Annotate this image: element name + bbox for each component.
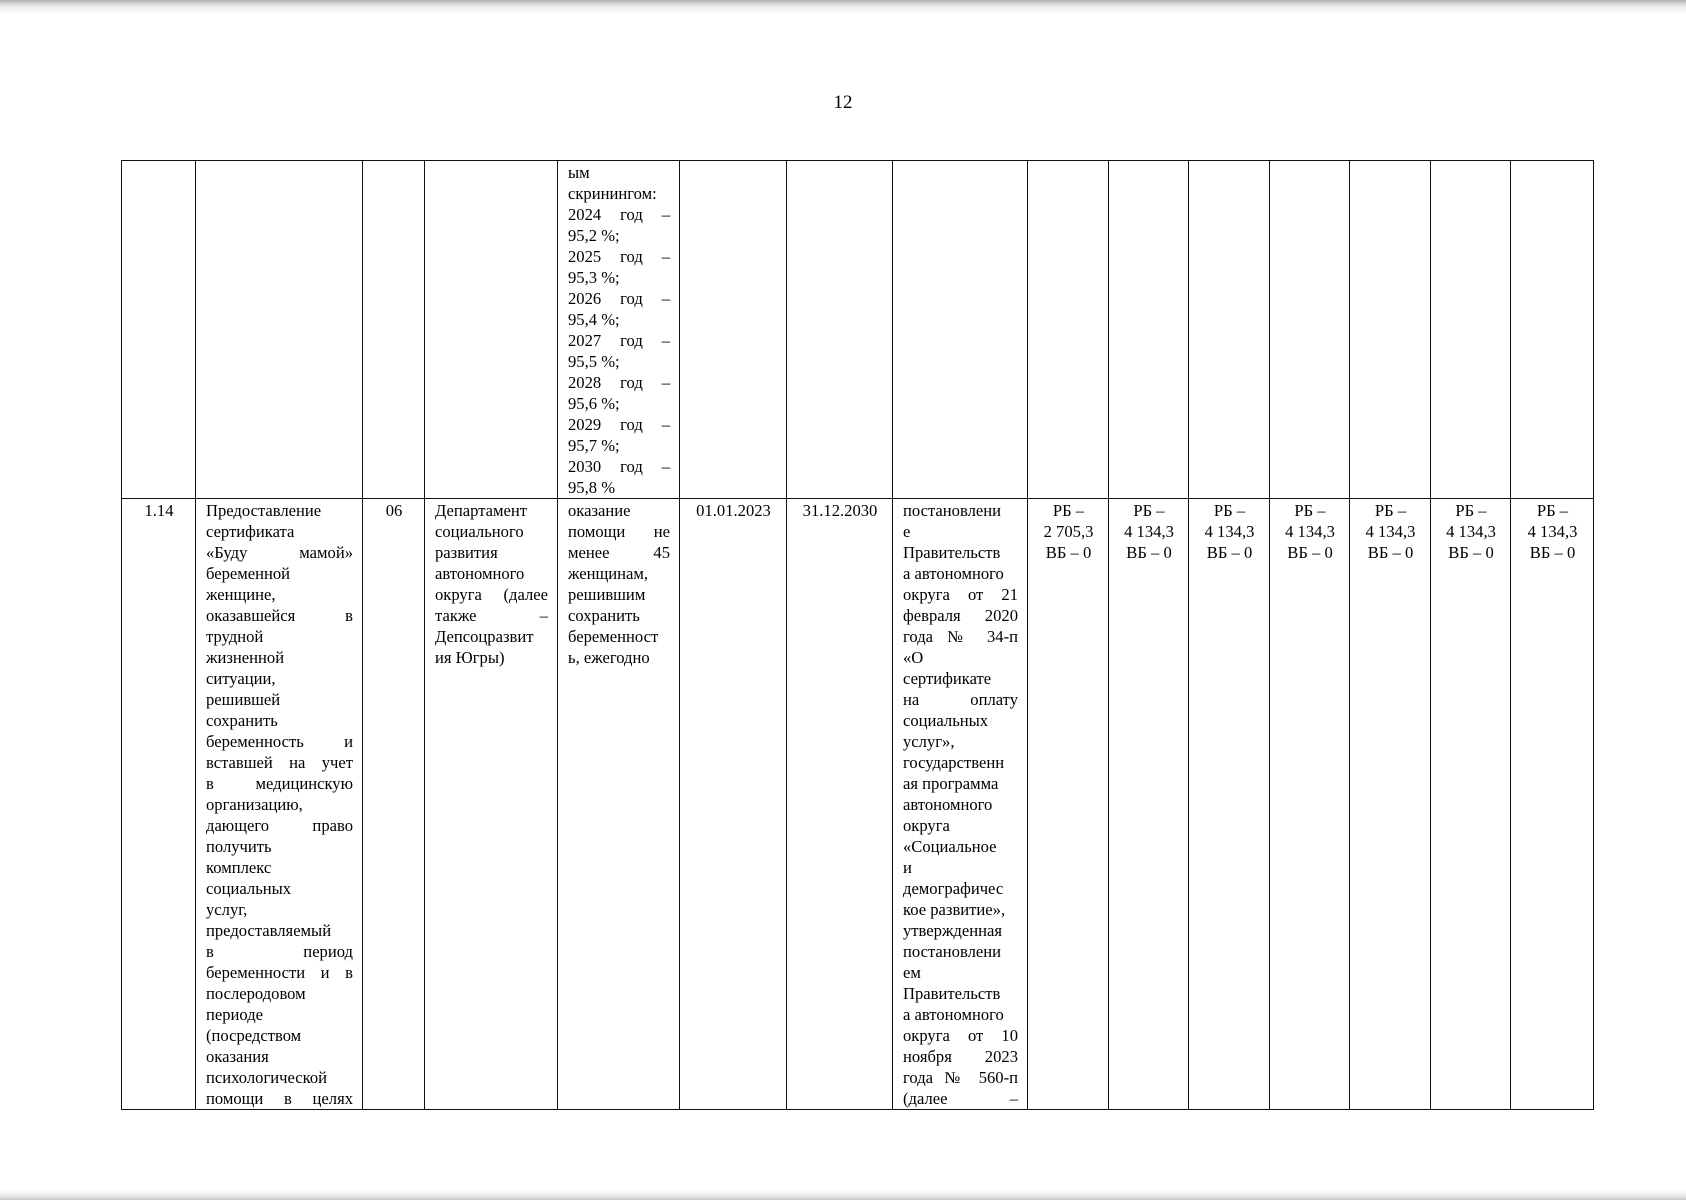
basis-text: постановлени е Правительств а автономного округа от 21 февраля 2020 года № 34-п «О сертификате на оплату социальных услуг», государственн ая программа автономного округа «Социальное и демографичес кое развитие», утвержденная постановлени ем Правительств а автономного округа от 10 ноября 2023 года № 560-п (далее – <box>903 501 1018 1108</box>
cell-funding-year-1 <box>1028 499 1109 1110</box>
cell-empty <box>122 161 196 499</box>
cell-executor <box>425 499 558 1110</box>
funding-rb-label: РБ – <box>1052 501 1085 520</box>
page-number: 12 <box>833 92 853 113</box>
funding-rb-value: 4 134,3 <box>1285 522 1335 541</box>
scan-edge-bottom <box>0 1190 1686 1200</box>
cell-empty <box>1109 161 1189 499</box>
cell-basis <box>893 499 1028 1110</box>
scan-edge-top <box>0 0 1686 14</box>
funding-rb-value: 2 705,3 <box>1043 522 1094 541</box>
funding-vb: ВБ – 0 <box>1206 543 1253 562</box>
executor-text: Департамент социального развития автономного округа (далее также – Депсоцразвит ия Югры) <box>435 501 548 667</box>
cell-funding-year-7 <box>1511 499 1594 1110</box>
cell-number: 1.14 <box>122 499 196 1110</box>
cell-empty <box>1350 161 1431 499</box>
cell-empty <box>1431 161 1511 499</box>
cell-empty <box>1511 161 1594 499</box>
cell-funding-year-2 <box>1109 499 1189 1110</box>
funding-rb-value: 4 134,3 <box>1446 522 1496 541</box>
result-text: оказание помощи не менее 45 женщинам, решившим сохранить беременност ь, ежегодно <box>568 501 670 667</box>
funding-rb-value: 4 134,3 <box>1124 522 1174 541</box>
funding-vb: ВБ – 0 <box>1287 543 1333 562</box>
funding-rb-label: РБ – <box>1133 501 1165 520</box>
funding-rb-label: РБ – <box>1455 501 1487 520</box>
cell-funding-year-4 <box>1270 499 1350 1110</box>
measure-text: Предоставление сертификата «Буду мамой» беременной женщине, оказавшейся в трудной жизненной ситуации, решившей сохранить беременность и вставшей на учет в медицинскую организацию, дающего право получить комплекс социальных услуг, предоставляемый в период беременности и в послеродовом периоде (посредством оказания психологической помощи в целях <box>206 501 353 1108</box>
cell-result-continuation <box>558 161 680 499</box>
cell-empty <box>787 161 893 499</box>
cell-empty <box>1028 161 1109 499</box>
cell-empty <box>196 161 363 499</box>
cell-funding-year-6 <box>1431 499 1511 1110</box>
funding-rb-value: 4 134,3 <box>1204 522 1255 541</box>
cell-empty <box>1270 161 1350 499</box>
cell-empty <box>363 161 425 499</box>
cell-end-date: 31.12.2030 <box>787 499 893 1110</box>
funding-rb-value: 4 134,3 <box>1365 522 1416 541</box>
funding-vb: ВБ – 0 <box>1126 543 1172 562</box>
funding-rb-label: РБ – <box>1374 501 1407 520</box>
cell-empty <box>893 161 1028 499</box>
funding-rb-label: РБ – <box>1294 501 1326 520</box>
cell-empty <box>1189 161 1270 499</box>
cell-empty <box>425 161 558 499</box>
cell-funding-year-5 <box>1350 499 1431 1110</box>
result-continuation-text: ым скринингом: 2024 год – 95,2 %; 2025 год – 95,3 %; 2026 год – 95,4 %; 2027 год – 95,5 %; 2028 год – 95,6 %; 2029 год – 95,7 %; 2030 год – 95,8 % <box>568 163 670 497</box>
funding-rb-label: РБ – <box>1213 501 1246 520</box>
cell-funding-year-3 <box>1189 499 1270 1110</box>
funding-vb: ВБ – 0 <box>1529 543 1576 562</box>
cell-code: 06 <box>363 499 425 1110</box>
cell-result <box>558 499 680 1110</box>
cell-measure <box>196 499 363 1110</box>
table-row-continuation <box>122 161 1594 499</box>
cell-start-date: 01.01.2023 <box>680 499 787 1110</box>
funding-vb: ВБ – 0 <box>1367 543 1414 562</box>
cell-empty <box>680 161 787 499</box>
funding-rb-value: 4 134,3 <box>1527 522 1578 541</box>
measures-table <box>121 160 1594 1110</box>
funding-vb: ВБ – 0 <box>1045 543 1092 562</box>
funding-rb-label: РБ – <box>1536 501 1569 520</box>
funding-vb: ВБ – 0 <box>1448 543 1494 562</box>
table-row-1-14 <box>122 499 1594 1110</box>
